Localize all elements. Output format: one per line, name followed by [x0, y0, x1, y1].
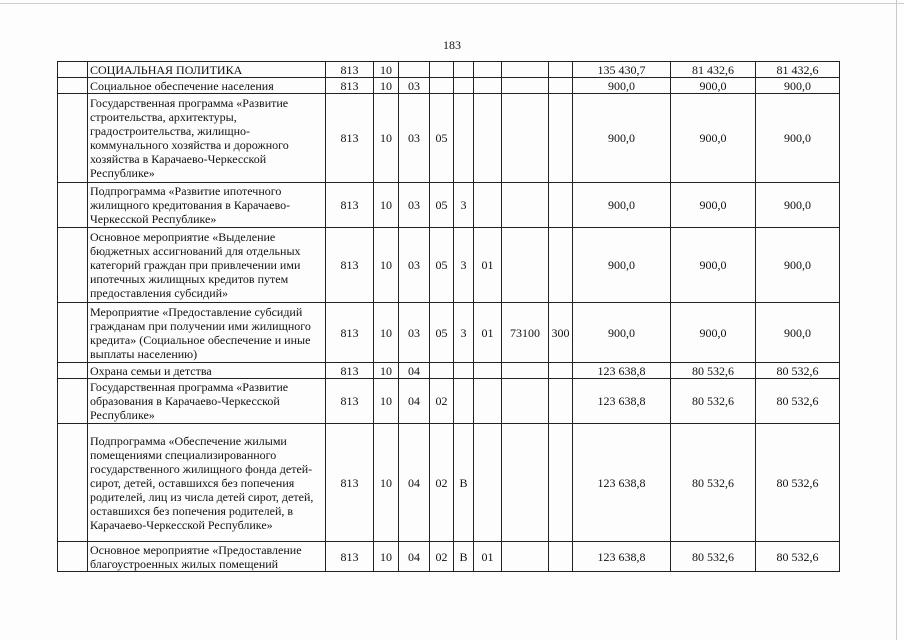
cell-vr	[549, 363, 573, 379]
cell-gr: 813	[326, 183, 374, 228]
cell-subprogram	[454, 94, 474, 183]
cell-amount-1: 123 638,8	[573, 424, 671, 542]
row-name: Социальное обеспечение населения	[88, 78, 326, 94]
cell-gr: 813	[326, 379, 374, 424]
page-number: 183	[443, 38, 461, 52]
cell-subprogram: 3	[454, 183, 474, 228]
cell-program: 05	[430, 94, 454, 183]
cell-event	[474, 62, 502, 78]
cell-code	[502, 62, 549, 78]
cell-program: 02	[430, 424, 454, 542]
cell-amount-2: 80 532,6	[671, 542, 756, 572]
cell-event: 01	[474, 303, 502, 363]
blank-cell	[58, 94, 88, 183]
cell-event	[474, 94, 502, 183]
row-name: Подпрограмма «Обеспечение жилыми помещениями специализированного государственного жилищного фонда детей-сирот, детей, оставшихся без попечения родителей, лиц из числа детей сирот, детей, оставшихся без попечения родителей, в Карачаево-Черкесской Республике»	[88, 424, 326, 542]
cell-rz: 10	[374, 363, 399, 379]
cell-amount-2: 900,0	[671, 78, 756, 94]
cell-vr	[549, 228, 573, 303]
cell-subprogram: В	[454, 424, 474, 542]
table-row	[58, 424, 840, 542]
cell-gr: 813	[326, 78, 374, 94]
cell-amount-3: 900,0	[756, 228, 840, 303]
cell-subprogram: 3	[454, 228, 474, 303]
cell-gr: 813	[326, 363, 374, 379]
cell-subprogram	[454, 78, 474, 94]
cell-amount-1: 900,0	[573, 78, 671, 94]
table-row	[58, 542, 840, 572]
cell-vr	[549, 94, 573, 183]
page-edge-right	[896, 0, 897, 640]
cell-code	[502, 228, 549, 303]
row-name: Охрана семьи и детства	[88, 363, 326, 379]
cell-rz: 10	[374, 62, 399, 78]
cell-rz: 10	[374, 94, 399, 183]
cell-amount-3: 80 532,6	[756, 379, 840, 424]
cell-amount-3: 80 532,6	[756, 363, 840, 379]
cell-rz: 10	[374, 542, 399, 572]
cell-vr	[549, 424, 573, 542]
cell-vr	[549, 62, 573, 78]
cell-amount-1: 900,0	[573, 228, 671, 303]
cell-amount-2: 80 532,6	[671, 363, 756, 379]
cell-amount-2: 80 532,6	[671, 424, 756, 542]
page-edge-top	[0, 3, 904, 4]
table-row	[58, 94, 840, 183]
cell-amount-3: 900,0	[756, 303, 840, 363]
blank-cell	[58, 183, 88, 228]
blank-cell	[58, 424, 88, 542]
cell-gr: 813	[326, 424, 374, 542]
row-name: Мероприятие «Предоставление субсидий гражданам при получении ими жилищного кредита» (Социальное обеспечение и иные выплаты населению)	[88, 303, 326, 363]
cell-rz: 10	[374, 303, 399, 363]
cell-event: 01	[474, 228, 502, 303]
table-row	[58, 183, 840, 228]
cell-pr: 03	[399, 78, 430, 94]
cell-code	[502, 424, 549, 542]
cell-program	[430, 78, 454, 94]
cell-program: 05	[430, 303, 454, 363]
cell-amount-3: 900,0	[756, 183, 840, 228]
row-name: Подпрограмма «Развитие ипотечного жилищного кредитования в Карачаево-Черкесской Республике»	[88, 183, 326, 228]
cell-amount-1: 900,0	[573, 94, 671, 183]
blank-cell	[58, 303, 88, 363]
cell-amount-1: 123 638,8	[573, 379, 671, 424]
table-row	[58, 78, 840, 94]
table-row	[58, 379, 840, 424]
cell-program: 02	[430, 542, 454, 572]
cell-code	[502, 94, 549, 183]
cell-amount-2: 900,0	[671, 228, 756, 303]
cell-code: 73100	[502, 303, 549, 363]
row-name: Государственная программа «Развитие строительства, архитектуры, градостроительства, жилищно-коммунального хозяйства и дорожного хозяйства в Карачаево-Черкесской Республике»	[88, 94, 326, 183]
cell-vr: 300	[549, 303, 573, 363]
cell-subprogram	[454, 379, 474, 424]
cell-gr: 813	[326, 542, 374, 572]
table-row	[58, 228, 840, 303]
cell-amount-3: 81 432,6	[756, 62, 840, 78]
cell-gr: 813	[326, 62, 374, 78]
cell-pr: 04	[399, 363, 430, 379]
cell-program: 02	[430, 379, 454, 424]
cell-amount-2: 900,0	[671, 303, 756, 363]
cell-pr: 03	[399, 94, 430, 183]
cell-amount-3: 80 532,6	[756, 542, 840, 572]
cell-vr	[549, 542, 573, 572]
blank-cell	[58, 62, 88, 78]
cell-event	[474, 363, 502, 379]
cell-pr	[399, 62, 430, 78]
cell-subprogram	[454, 62, 474, 78]
row-name: Основное мероприятие «Выделение бюджетных ассигнований для отдельных категорий граждан при привлечении ими ипотечных жилищных кредитов путем предоставления субсидий»	[88, 228, 326, 303]
table-row	[58, 303, 840, 363]
cell-pr: 04	[399, 379, 430, 424]
blank-cell	[58, 542, 88, 572]
row-name: СОЦИАЛЬНАЯ ПОЛИТИКА	[88, 62, 326, 78]
cell-pr: 04	[399, 424, 430, 542]
cell-amount-3: 900,0	[756, 78, 840, 94]
blank-cell	[58, 228, 88, 303]
cell-rz: 10	[374, 379, 399, 424]
cell-gr: 813	[326, 228, 374, 303]
cell-event	[474, 424, 502, 542]
cell-code	[502, 542, 549, 572]
cell-code	[502, 78, 549, 94]
cell-pr: 03	[399, 183, 430, 228]
cell-event	[474, 183, 502, 228]
cell-pr: 03	[399, 303, 430, 363]
table-row	[58, 62, 840, 78]
cell-program	[430, 363, 454, 379]
cell-amount-1: 900,0	[573, 303, 671, 363]
cell-vr	[549, 183, 573, 228]
cell-subprogram: 3	[454, 303, 474, 363]
cell-amount-2: 900,0	[671, 183, 756, 228]
cell-program: 05	[430, 228, 454, 303]
row-name: Государственная программа «Развитие образования в Карачаево-Черкесской Республике»	[88, 379, 326, 424]
cell-amount-1: 135 430,7	[573, 62, 671, 78]
cell-vr	[549, 78, 573, 94]
cell-gr: 813	[326, 94, 374, 183]
cell-subprogram	[454, 363, 474, 379]
cell-event	[474, 379, 502, 424]
blank-cell	[58, 379, 88, 424]
cell-program: 05	[430, 183, 454, 228]
cell-gr: 813	[326, 303, 374, 363]
cell-rz: 10	[374, 78, 399, 94]
cell-amount-2: 900,0	[671, 94, 756, 183]
cell-amount-3: 900,0	[756, 94, 840, 183]
cell-amount-1: 123 638,8	[573, 542, 671, 572]
cell-amount-2: 81 432,6	[671, 62, 756, 78]
blank-cell	[58, 363, 88, 379]
cell-code	[502, 379, 549, 424]
cell-code	[502, 363, 549, 379]
cell-program	[430, 62, 454, 78]
row-name: Основное мероприятие «Предоставление благоустроенных жилых помещений	[88, 542, 326, 572]
budget-table	[57, 61, 840, 572]
cell-amount-2: 80 532,6	[671, 379, 756, 424]
cell-pr: 03	[399, 228, 430, 303]
cell-amount-1: 900,0	[573, 183, 671, 228]
cell-rz: 10	[374, 228, 399, 303]
cell-code	[502, 183, 549, 228]
blank-cell	[58, 78, 88, 94]
table-row	[58, 363, 840, 379]
cell-amount-3: 80 532,6	[756, 424, 840, 542]
cell-vr	[549, 379, 573, 424]
cell-rz: 10	[374, 424, 399, 542]
cell-amount-1: 123 638,8	[573, 363, 671, 379]
cell-subprogram: В	[454, 542, 474, 572]
cell-event: 01	[474, 542, 502, 572]
cell-pr: 04	[399, 542, 430, 572]
cell-event	[474, 78, 502, 94]
cell-rz: 10	[374, 183, 399, 228]
